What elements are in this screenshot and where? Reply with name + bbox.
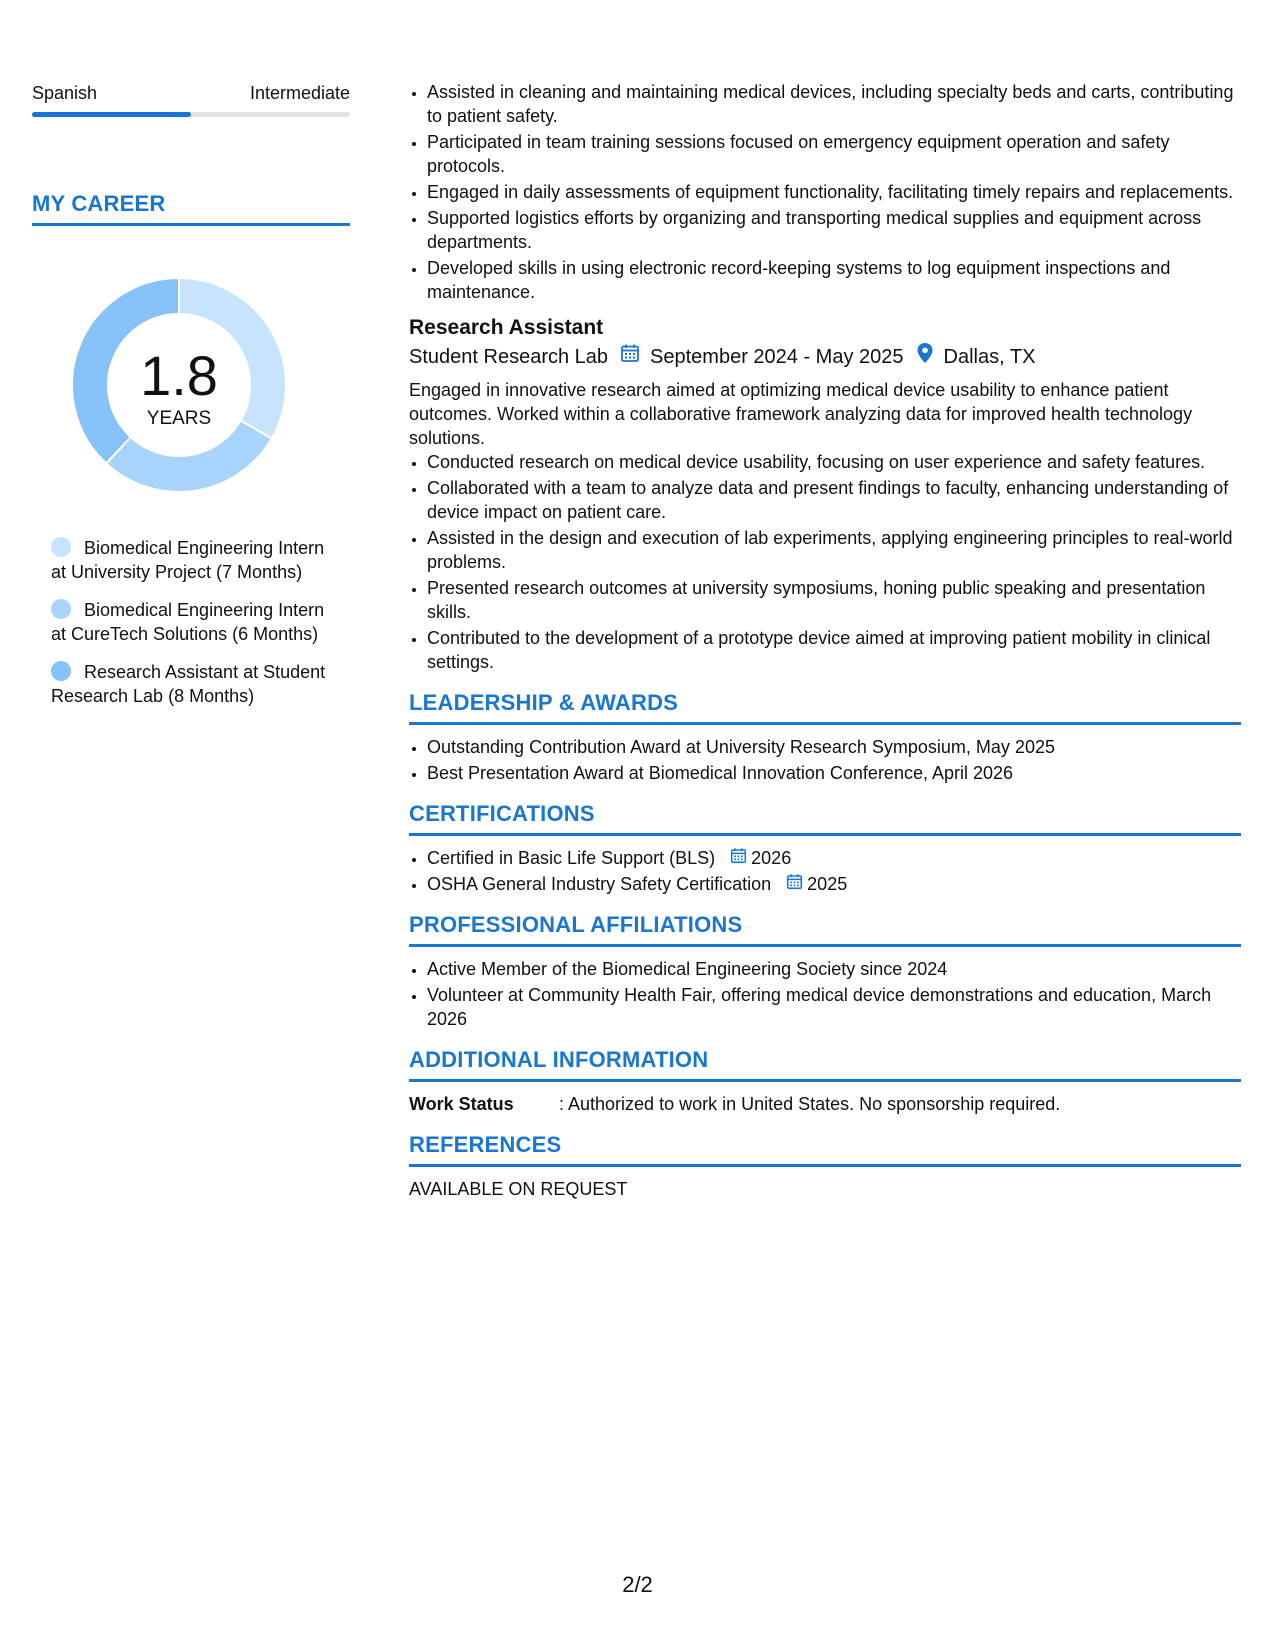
page-number: 2/2	[622, 1572, 653, 1597]
affiliations-title: PROFESSIONAL AFFILIATIONS	[409, 912, 1241, 947]
donut-center	[64, 270, 294, 500]
list-item: • Assisted in cleaning and maintaining medical devices, including specialty beds and carts, contributing to patient safety.	[427, 80, 1241, 128]
work-status-label: Work Status	[409, 1094, 514, 1114]
map-pin-icon	[916, 342, 934, 372]
career-donut-chart	[64, 270, 294, 500]
job-meta	[409, 342, 1241, 372]
main-content	[409, 80, 1241, 1201]
legend-item	[51, 598, 326, 646]
list-item: • Contributed to the development of a prototype device aimed at improving patient mobility in clinical settings.	[427, 626, 1241, 674]
legend-dot	[51, 537, 71, 557]
list-item: • Participated in team training sessions focused on emergency equipment operation and safety protocols.	[427, 130, 1241, 178]
job-entry	[409, 314, 1241, 674]
references-title: REFERENCES	[409, 1132, 1241, 1167]
list-item: • Conducted research on medical device usability, focusing on user experience and safety features.	[427, 450, 1241, 474]
list-item: • Developed skills in using electronic record-keeping systems to log equipment inspections and maintenance.	[427, 256, 1241, 304]
legend-label: Biomedical Engineering Intern at CureTech Solutions (6 Months)	[51, 600, 325, 644]
legend-label: Biomedical Engineering Intern at University Project (7 Months)	[51, 538, 325, 582]
language-item	[32, 80, 350, 117]
career-section-title: MY CAREER	[32, 191, 350, 226]
certification-name: OSHA General Industry Safety Certification	[427, 874, 772, 894]
references-text: AVAILABLE ON REQUEST	[409, 1179, 628, 1199]
list-item: • Best Presentation Award at Biomedical Innovation Conference, April 2026	[427, 761, 1241, 785]
certification-year: 2025	[807, 874, 848, 894]
certifications-section	[409, 801, 1241, 896]
list-item: • Volunteer at Community Health Fair, offering medical device demonstrations and education, March 2026	[427, 983, 1241, 1031]
career-total-value: 1.8	[140, 344, 218, 407]
list-item: • Assisted in the design and execution of lab experiments, applying engineering principles to real-world problems.	[427, 526, 1241, 574]
additional-info-section	[409, 1047, 1241, 1116]
language-proficiency-bar	[32, 112, 350, 117]
legend-dot	[51, 599, 71, 619]
additional-info-title: ADDITIONAL INFORMATION	[409, 1047, 1241, 1082]
references-section	[409, 1132, 1241, 1201]
certification-item	[427, 872, 1241, 896]
list-item: • Collaborated with a team to analyze data and present findings to faculty, enhancing understanding of device impact on patient care.	[427, 476, 1241, 524]
certifications-list	[409, 846, 1241, 896]
career-total-unit: YEARS	[146, 408, 212, 429]
leadership-section	[409, 690, 1241, 785]
calendar-icon	[620, 343, 640, 371]
certification-year: 2026	[751, 848, 792, 868]
legend-dot	[51, 661, 71, 681]
list-item: • Engaged in daily assessments of equipment functionality, facilitating timely repairs and replacements.	[427, 180, 1241, 204]
job-bullets	[409, 450, 1241, 674]
job-title: Research Assistant	[409, 316, 604, 339]
certification-name: Certified in Basic Life Support (BLS)	[427, 848, 716, 868]
affiliations-list	[409, 957, 1241, 1031]
job-dates: September 2024 - May 2025	[650, 346, 904, 368]
affiliations-section	[409, 912, 1241, 1031]
job-company: Student Research Lab	[409, 346, 609, 368]
sidebar	[32, 80, 350, 722]
certification-date	[730, 846, 791, 870]
experience-continued-bullets	[409, 80, 1241, 304]
job-location: Dallas, TX	[943, 346, 1036, 368]
language-level: Intermediate	[249, 83, 350, 103]
language-name: Spanish	[32, 83, 98, 103]
language-proficiency-fill	[32, 112, 191, 117]
work-status-row	[409, 1092, 1241, 1116]
legend-item	[51, 660, 326, 708]
list-item: • Active Member of the Biomedical Engineering Society since 2024	[427, 957, 1241, 981]
certification-item	[427, 846, 1241, 870]
certifications-title: CERTIFICATIONS	[409, 801, 1241, 836]
calendar-icon	[730, 846, 751, 870]
list-item: • Presented research outcomes at university symposiums, honing public speaking and presentation skills.	[427, 576, 1241, 624]
calendar-icon	[786, 872, 807, 896]
legend-label: Research Assistant at Student Research Lab (8 Months)	[51, 662, 326, 706]
job-description: Engaged in innovative research aimed at optimizing medical device usability to enhance patient outcomes. Worked within a collaborative framework analyzing data for improved health technology solutions.	[409, 380, 1193, 448]
certification-date	[786, 872, 847, 896]
list-item: • Outstanding Contribution Award at University Research Symposium, May 2025	[427, 735, 1241, 759]
legend-item	[51, 536, 326, 584]
work-status-value: : Authorized to work in United States. No sponsorship required.	[559, 1094, 1061, 1114]
leadership-title: LEADERSHIP & AWARDS	[409, 690, 1241, 725]
list-item: • Supported logistics efforts by organizing and transporting medical supplies and equipment across departments.	[427, 206, 1241, 254]
career-legend	[51, 536, 326, 708]
leadership-list	[409, 735, 1241, 785]
